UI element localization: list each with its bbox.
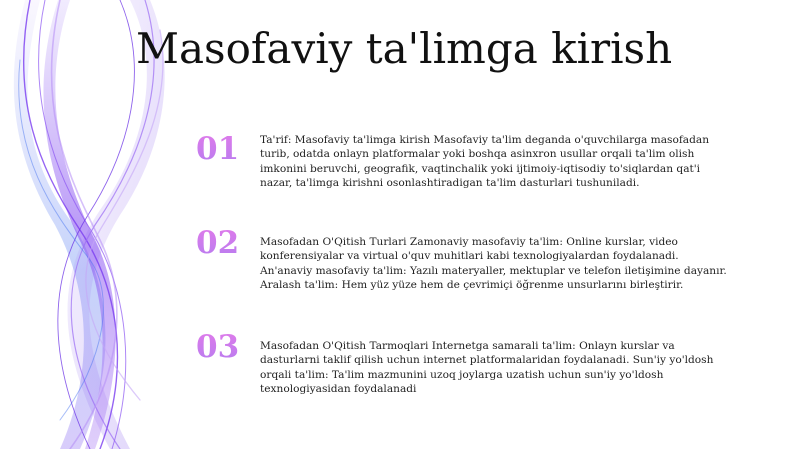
- item-text: Masofadan O'Qitish Tarmoqlari Internetga samarali ta'lim: Onlayn kurslar va dasturlarni taklif qilish uchun internet platformalaridan foydalanadi. Sun'iy yo'ldosh orqali ta'lim: Ta'lim mazmunini uzoq joylarga uzatish uchun sun'iy yo'ldosh texnologiyasidan foydalanadi: [260, 340, 714, 396]
- item-number: 01: [196, 132, 252, 166]
- item-text: Ta'rif: Masofaviy ta'limga kirish Masofaviy ta'lim deganda o'quvchilarga masofadan turib, odatda onlayn platformalar yoki boshqa asinxron usullar orqali ta'lim olish imkonini beruvchi, geografik, vaqtinchalik yoki ijtimoiy-iqtisodiy to'siqlardan qat'i nazar, ta'limga kirishni osonlashtiradigan ta'lim dasturlari tushuniladi.: [260, 134, 710, 190]
- item-number: 03: [196, 330, 252, 364]
- slide-title: Masofaviy ta'limga kirish: [136, 24, 673, 73]
- item-text: Masofadan O'Qitish Turlari Zamonaviy masofaviy ta'lim: Online kurslar, video konferensiyalar va virtual o'quv muhitlari kabi texnologiyalardan foydalanadi. An'anaviy masofaviy ta'lim: Yazılı materyaller, mektuplar ve telefon iletişimine dayanır. Aralash ta'lim: Hem yüz yüze hem de çevrimiçi öğrenme unsurlarını birleştirir.: [260, 236, 727, 292]
- item-number: 02: [196, 226, 252, 260]
